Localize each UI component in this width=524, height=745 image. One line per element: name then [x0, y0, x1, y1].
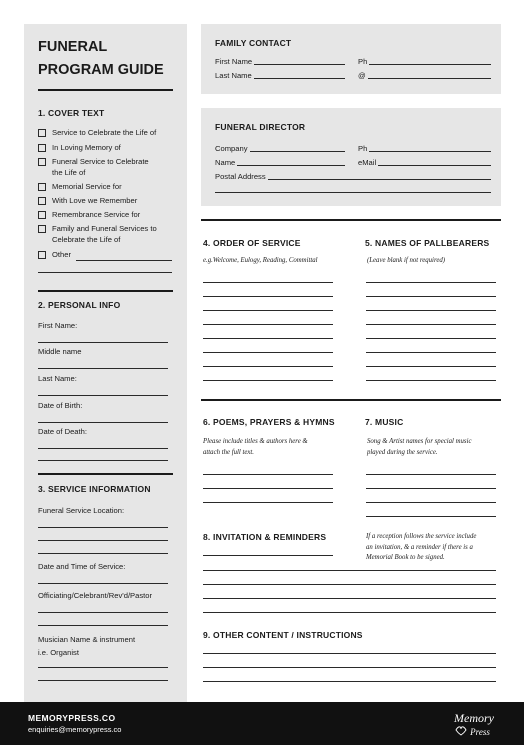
footer-email[interactable]: enquiries@memorypress.co: [28, 725, 122, 734]
pallbearer-line[interactable]: [366, 380, 496, 381]
heart-icon: [456, 727, 466, 735]
pallbearers-note: (Leave blank if not required): [367, 257, 446, 264]
cover-option-7[interactable]: Family and Funeral Services to Celebrate the Life of: [38, 224, 157, 245]
invitation-line[interactable]: [203, 598, 496, 599]
datetime-label: Date and Time of Service:: [38, 562, 126, 571]
middle-name-label: Middle name: [38, 347, 82, 356]
order-of-service-note: e.g.Welcome, Eulogy, Reading, Committal: [203, 257, 318, 264]
family-phone-field[interactable]: Ph: [358, 57, 491, 66]
last-name-label: Last Name:: [38, 374, 77, 383]
invitation-heading: 8. INVITATION & REMINDERS: [203, 532, 327, 542]
date-of-birth-label: Date of Birth:: [38, 401, 83, 410]
music-line[interactable]: [366, 474, 496, 475]
pallbearer-line[interactable]: [366, 310, 496, 311]
family-first-name-field[interactable]: First Name: [215, 57, 345, 66]
cover-text-heading: 1. COVER TEXT: [38, 108, 105, 118]
order-of-service-heading: 4. ORDER OF SERVICE: [203, 238, 301, 248]
personal-info-heading: 2. PERSONAL INFO: [38, 300, 121, 310]
date-of-death-line-2[interactable]: [38, 460, 168, 461]
logo-text-memory: Memory: [454, 711, 494, 725]
footer-brand[interactable]: MEMORYPRESS.CO: [28, 713, 116, 723]
checkbox[interactable]: [38, 183, 46, 191]
poems-line[interactable]: [203, 502, 333, 503]
officiant-label: Officiating/Celebrant/Rev'd/Pastor: [38, 591, 153, 600]
invitation-note: If a reception follows the service include an invitation, & a reminder if there is a Memorial Book to be signed.: [366, 533, 477, 561]
music-line[interactable]: [366, 516, 496, 517]
first-name-label: First Name:: [38, 321, 78, 330]
other-content-line[interactable]: [203, 653, 496, 654]
invitation-line[interactable]: [203, 555, 333, 556]
family-email-field[interactable]: @: [358, 71, 491, 80]
cover-option-1[interactable]: Service to Celebrate the Life of: [38, 128, 156, 139]
first-name-line[interactable]: [38, 342, 168, 343]
director-postal-field[interactable]: Postal Address: [215, 172, 491, 181]
invitation-line[interactable]: [203, 570, 496, 571]
cover-option-other[interactable]: Other: [38, 250, 71, 261]
pallbearer-line[interactable]: [366, 366, 496, 367]
order-line[interactable]: [203, 352, 333, 353]
left-column: [24, 24, 187, 702]
poems-note: Please include titles & authors here & attach the full text.: [203, 438, 308, 456]
musician-label: Musician Name & instrument i.e. Organist: [38, 635, 136, 657]
cover-option-3[interactable]: Funeral Service to Celebrate the Life of: [38, 157, 149, 178]
poems-line[interactable]: [203, 474, 333, 475]
poems-heading: 6. POEMS, PRAYERS & HYMNS: [203, 417, 335, 427]
order-line[interactable]: [203, 366, 333, 367]
pallbearer-line[interactable]: [366, 296, 496, 297]
location-line-3[interactable]: [38, 553, 168, 554]
checkbox[interactable]: [38, 225, 46, 233]
other-line[interactable]: [76, 260, 172, 261]
cover-option-2[interactable]: In Loving Memory of: [38, 143, 121, 154]
pallbearer-line[interactable]: [366, 282, 496, 283]
pallbearer-line[interactable]: [366, 324, 496, 325]
director-phone-field[interactable]: Ph: [358, 144, 491, 153]
music-line[interactable]: [366, 502, 496, 503]
invitation-line[interactable]: [203, 584, 496, 585]
funeral-director-heading: FUNERAL DIRECTOR: [215, 122, 306, 132]
order-line[interactable]: [203, 380, 333, 381]
other-content-heading: 9. OTHER CONTENT / INSTRUCTIONS: [203, 630, 363, 640]
title-divider: [38, 89, 173, 91]
footer: [0, 702, 524, 745]
section-divider: [38, 473, 173, 475]
music-line[interactable]: [366, 488, 496, 489]
director-postal-line-2[interactable]: [215, 192, 491, 193]
order-line[interactable]: [203, 338, 333, 339]
service-info-heading: 3. SERVICE INFORMATION: [38, 484, 151, 494]
last-name-line[interactable]: [38, 395, 168, 396]
cover-option-5[interactable]: With Love we Remember: [38, 196, 137, 207]
datetime-line[interactable]: [38, 583, 168, 584]
date-of-death-line[interactable]: [38, 448, 168, 449]
location-line-2[interactable]: [38, 540, 168, 541]
officiant-line[interactable]: [38, 612, 168, 613]
poems-line[interactable]: [203, 488, 333, 489]
family-contact-panel: [201, 24, 501, 94]
order-line[interactable]: [203, 324, 333, 325]
funeral-director-panel: [201, 108, 501, 206]
pallbearer-line[interactable]: [366, 352, 496, 353]
checkbox[interactable]: [38, 211, 46, 219]
checkbox[interactable]: [38, 129, 46, 137]
middle-name-line[interactable]: [38, 368, 168, 369]
memory-press-logo: [446, 708, 502, 740]
invitation-line[interactable]: [203, 612, 496, 613]
order-line[interactable]: [203, 310, 333, 311]
family-contact-heading: FAMILY CONTACT: [215, 38, 292, 48]
director-email-field[interactable]: eMail: [358, 158, 491, 167]
family-last-name-field[interactable]: Last Name: [215, 71, 345, 80]
checkbox[interactable]: [38, 158, 46, 166]
other-content-line[interactable]: [203, 681, 496, 682]
other-line-2[interactable]: [38, 272, 172, 273]
musician-line-2[interactable]: [38, 680, 168, 681]
musician-line[interactable]: [38, 667, 168, 668]
director-company-field[interactable]: Company: [215, 144, 345, 153]
section-divider: [201, 399, 501, 401]
page-title: FUNERAL PROGRAM GUIDE: [38, 39, 164, 78]
order-line[interactable]: [203, 282, 333, 283]
location-label: Funeral Service Location:: [38, 506, 125, 515]
date-of-death-label: Date of Death:: [38, 427, 87, 436]
pallbearer-line[interactable]: [366, 338, 496, 339]
cover-option-6[interactable]: Remembrance Service for: [38, 210, 140, 221]
music-heading: 7. MUSIC: [365, 417, 404, 427]
officiant-line-2[interactable]: [38, 625, 168, 626]
order-line[interactable]: [203, 296, 333, 297]
music-note: Song & Artist names for special music played during the service.: [367, 438, 472, 456]
director-name-field[interactable]: Name: [215, 158, 345, 167]
cover-option-4[interactable]: Memorial Service for: [38, 182, 122, 193]
logo-text-press: Press: [470, 727, 490, 737]
checkbox[interactable]: [38, 144, 46, 152]
section-divider: [38, 290, 173, 292]
date-of-birth-line[interactable]: [38, 422, 168, 423]
checkbox[interactable]: [38, 197, 46, 205]
location-line[interactable]: [38, 527, 168, 528]
section-divider: [201, 219, 501, 221]
checkbox[interactable]: [38, 251, 46, 259]
other-content-line[interactable]: [203, 667, 496, 668]
pallbearers-heading: 5. NAMES OF PALLBEARERS: [365, 238, 490, 248]
